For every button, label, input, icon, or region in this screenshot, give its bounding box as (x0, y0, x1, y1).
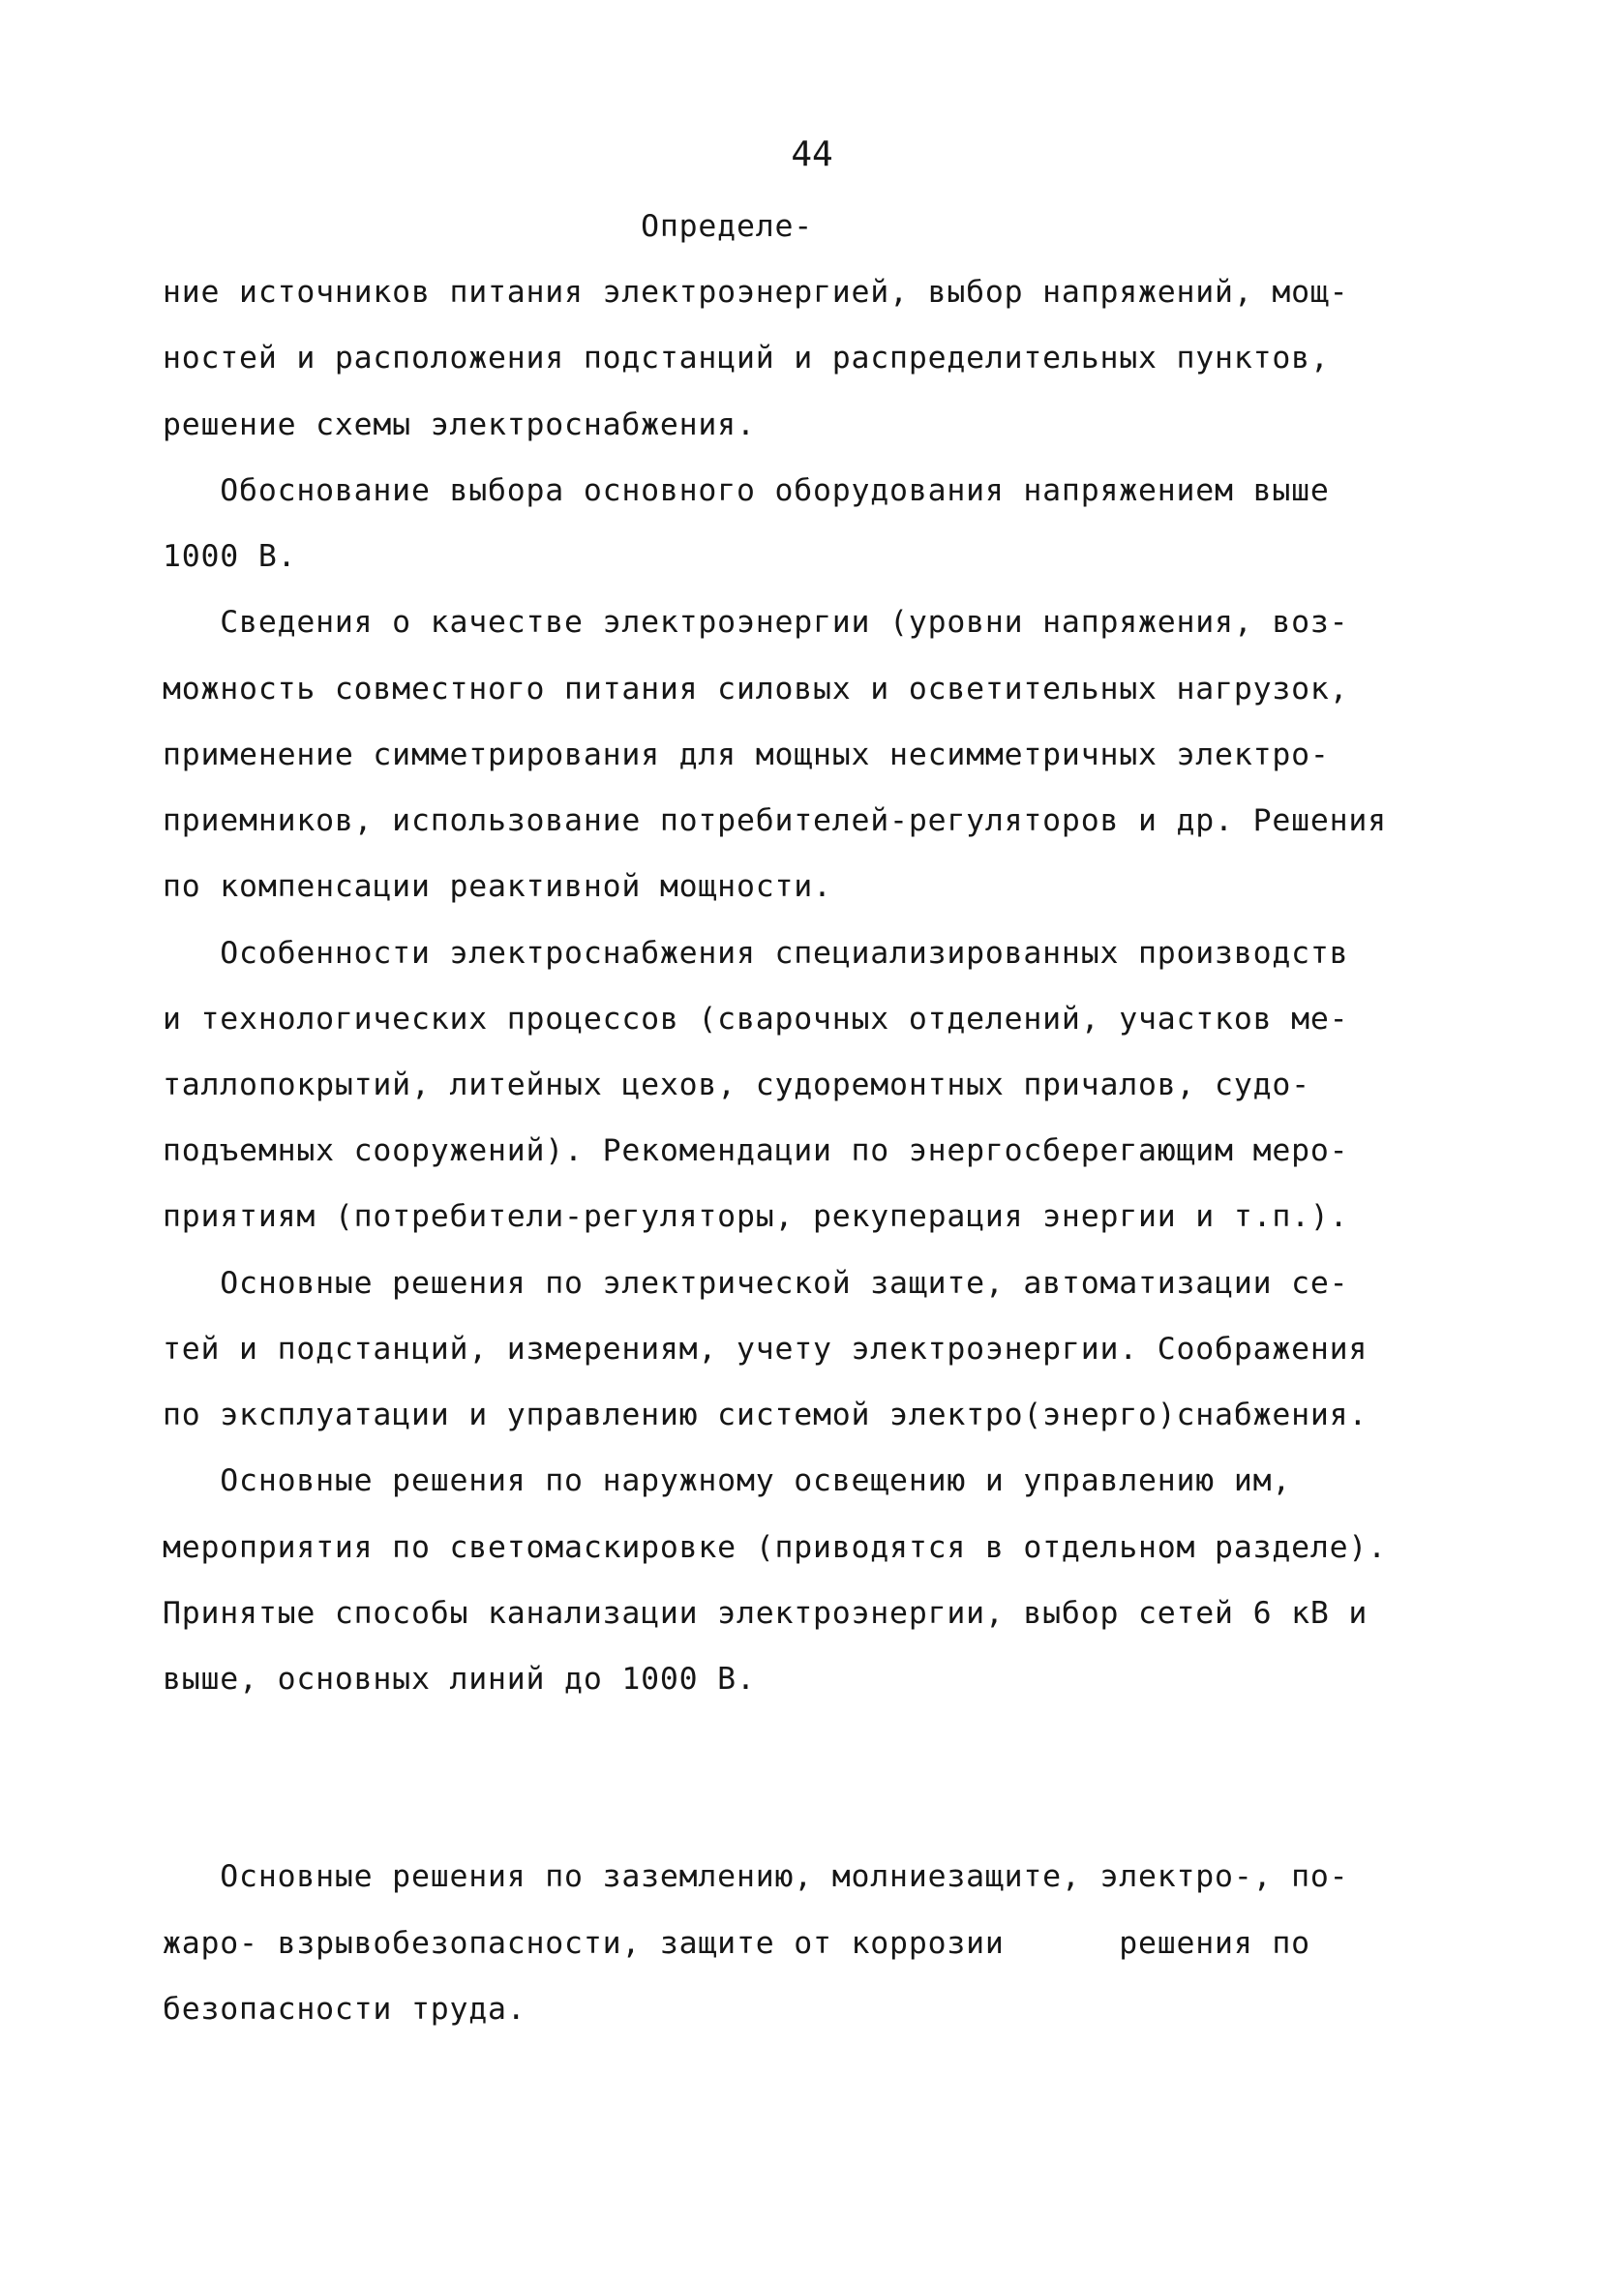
text-line: безопасности труда. (163, 1992, 526, 2027)
text-line: Особенности электроснабжения специализированных производств (163, 936, 1349, 971)
text-line: и технологических процессов (сварочных отделений, участков ме- (163, 1002, 1349, 1037)
text-line: по компенсации реактивной мощности. (163, 869, 832, 904)
text-line: жаро- взрывобезопасности, защите от коррозии решения по (163, 1926, 1310, 1961)
text-line: таллопокрытий, литейных цехов, судоремонтных причалов, судо- (163, 1068, 1310, 1102)
text-line: ностей и расположения подстанций и распределительных пунктов, (163, 341, 1330, 376)
text-line: Обоснование выбора основного оборудования напряжением выше (163, 473, 1330, 508)
text-line: Определе- (163, 209, 813, 244)
text-line: Принятые способы канализации электроэнергии, выбор сетей 6 кВ и (163, 1596, 1368, 1631)
text-line: применение симметрирования для мощных несимметричных электро- (163, 737, 1330, 772)
text-line: приятиям (потребители-регуляторы, рекуперация энергии и т.п.). (163, 1199, 1349, 1234)
text-line: приемников, использование потребителей-регуляторов и др. Решения (163, 803, 1387, 838)
text-line: мероприятия по светомаскировке (приводятся в отдельном разделе). (163, 1530, 1387, 1565)
text-line: тей и подстанций, измерениям, учету электроэнергии. Соображения (163, 1332, 1368, 1367)
text-line: 1000 В. (163, 539, 297, 574)
text-line: Основные решения по электрической защите, автоматизации се- (163, 1266, 1349, 1301)
text-line: Сведения о качестве электроэнергии (уровни напряжения, воз- (163, 605, 1349, 640)
text-line: по эксплуатации и управлению системой электро(энерго)снабжения. (163, 1398, 1368, 1432)
text-line: выше, основных линий до 1000 В. (163, 1662, 756, 1697)
page-number: 44 (791, 135, 833, 174)
text-line: подъемных сооружений). Рекомендации по энергосберегающим меро- (163, 1133, 1349, 1168)
text-line: ние источников питания электроэнергией, выбор напряжений, мощ- (163, 275, 1349, 310)
text-line: решение схемы электроснабжения. (163, 407, 756, 442)
text-line: Основные решения по заземлению, молниезащите, электро-, по- (163, 1859, 1349, 1894)
text-line: Основные решения по наружному освещению и управлению им, (163, 1463, 1292, 1498)
text-line: можность совместного питания силовых и осветительных нагрузок, (163, 672, 1349, 707)
